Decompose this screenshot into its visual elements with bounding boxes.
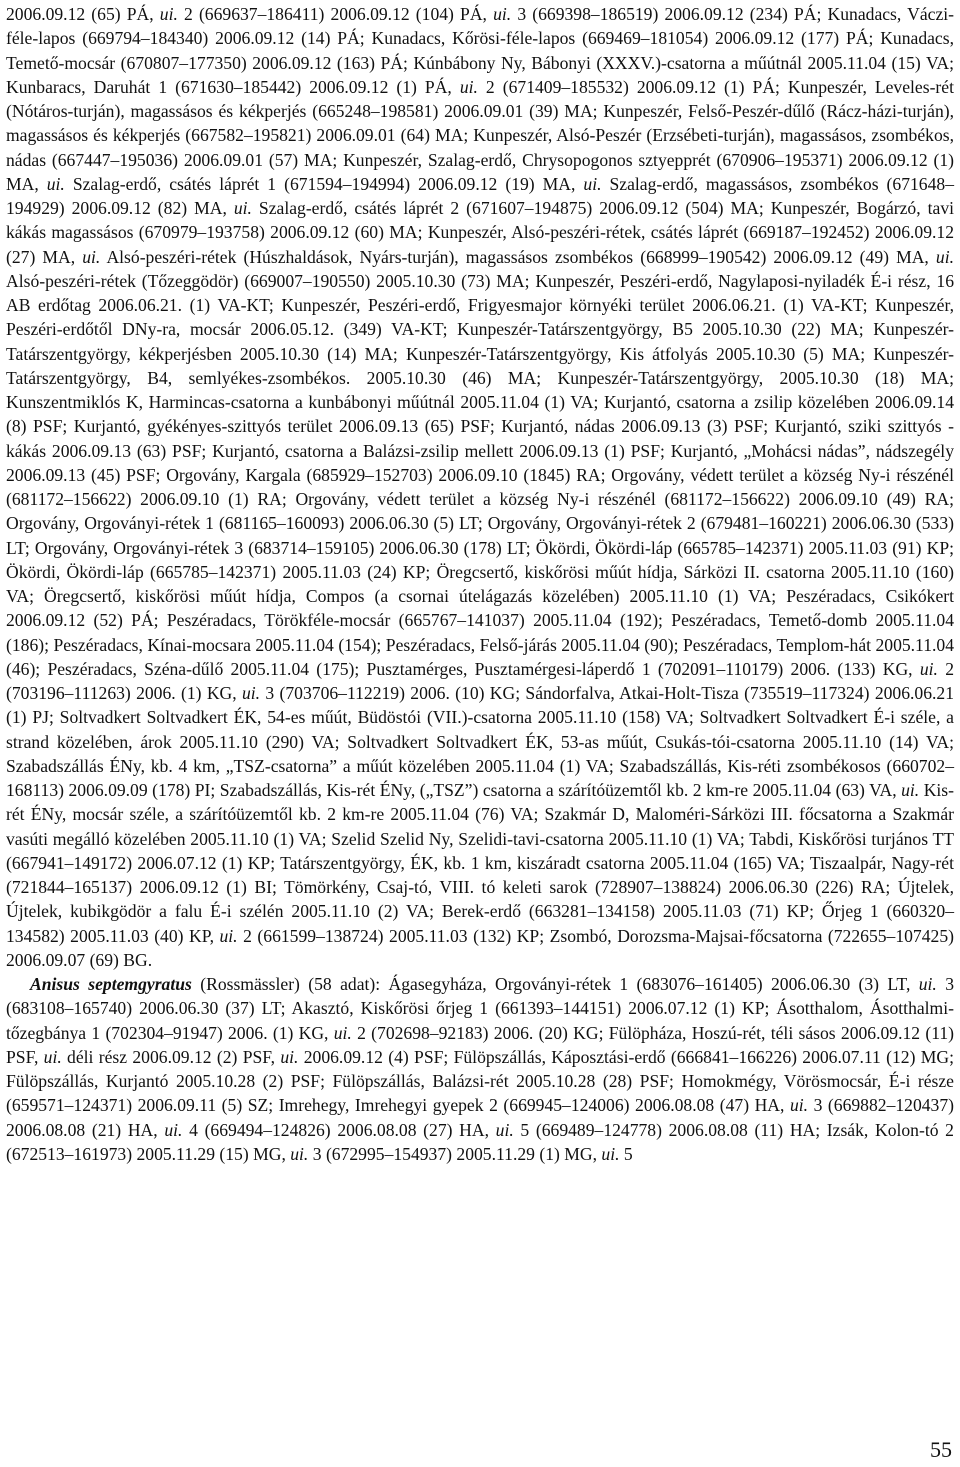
text-run: 2 (661599–138724) 2005.11.03 (132) KP; Zsombó, Dorozsma-Majsai-főcsatorna (722655–107425) 2006.09.07 (69) BG. [6,925,954,970]
italic-abbreviation: ui. [459,76,478,97]
text-run: 3 (669882–120437) 2006.08.08 (21) HA, [6,1095,955,1140]
italic-abbreviation: ui. [82,246,101,267]
italic-abbreviation: ui. [935,246,954,267]
text-run: Szalag-erdő, csátés láprét 1 (671594–194994) 2006.09.12 (19) MA, [64,173,584,194]
italic-abbreviation: ui. [919,658,938,679]
text-run: 5 (669489–124778) 2006.08.08 (11) HA; Izsák, Kolon-tó 2 (672513–161973) 2005.11.29 (15) MG, [6,1119,954,1164]
text-run: 2006.09.12 (4) PSF; Fülöpszállás, Káposztási-erdő (666841–166226) 2006.07.11 (12) MG; Fülöpszállás, Kurjantó 2005.10.28 (2) PSF; Fülöpszállás, Balázsi-rét 2005.10.28 (28) PSF; Homokmégy, Vörösmocsár, É-i része (659571–124371) 2006.09.11 (5) SZ; Imrehegy, Imrehegyi gyepek 2 (669945–124006) 2006.08.08 (47) HA, [6,1046,954,1116]
text-run: 3 (703706–112219) 2006. (10) KG; Sándorfalva, Atkai-Holt-Tisza (735519–117324) 2006.06.21 (1) PJ; Soltvadkert Soltvadkert ÉK, 54-es műút, Büdöstói (VII.)-csatorna 2005.11.10 (158) VA; Soltvadkert Soltvadkert É-i széle, a strand közelében, árok 2005.11.10 (290) VA; Soltvadkert Soltvadkert ÉK, 53-as műút, Csukás-tói-csatorna 2005.11.10 (14) VA; Szabadszállás ÉNy, kb. 4 km, „TSZ-csatorna” a műút közelében 2005.11.04 (1) VA; Szabadszállás, Kis-réti zsombékosos (660702–168113) 2006.09.09 (178) PI; Szabadszállás, Kis-rét ÉNy, („TSZ”) csatorna a szárítóüzemtől kb. 2 km-re 2005.11.04 (63) VA, [6,683,954,800]
italic-abbreviation: ui. [583,173,602,194]
text-run: 4 (669494–124826) 2006.08.08 (27) HA, [182,1119,496,1140]
italic-abbreviation: ui. [159,4,178,24]
italic-abbreviation: ui. [164,1119,183,1140]
text-run: déli rész 2006.09.12 (2) PSF, [61,1046,281,1067]
italic-abbreviation: ui. [918,974,937,994]
italic-abbreviation: ui. [46,173,65,194]
text-run: 3 (683108–165740) 2006.06.30 (37) LT; Akasztó, Kiskőrösi őrjeg 1 (661393–144151) 2006.07.12 (1) KP; Ásotthalom, Ásotthalmi-tőzegbánya 1 (702304–91947) 2006. (1) KG, [6,974,955,1043]
text-paragraph [6,972,954,1166]
italic-abbreviation: ui. [241,683,261,703]
text-run: 2 (669637–186411) 2006.09.12 (104) PÁ, [177,4,494,24]
italic-abbreviation: ui. [333,1022,352,1043]
document-page [6,2,954,1166]
italic-abbreviation: ui. [789,1095,809,1116]
text-run: 3 (672995–154937) 2005.11.29 (1) MG, [308,1143,602,1164]
italic-abbreviation: ui. [43,1046,62,1067]
text-run: Szalag-erdő, csátés láprét 2 (671607–194875) 2006.09.12 (504) MA; Kunpeszér, Bogárzó, tavi kákás magassásos (670979–193758) 2006.09.12 (60) MA; Kunpeszér, Alsó-peszéri-rétek, csátés láprét (669187–192452) 2006.09.12 (27) MA, [6,198,954,267]
text-run: Alsó-peszéri-rétek (Húszhaldások, Nyárs-turján), magassásos zsombékos (668999–190542) 2006.09.12 (49) MA, [100,246,936,267]
italic-abbreviation: ui. [601,1143,620,1164]
text-run: 2 (703196–111263) 2006. (1) KG, [6,658,954,703]
text-run: 3 (669398–186519) 2006.09.12 (234) PÁ; Kunadacs, Váczi-féle-lapos (669794–184340) 2006.09.12 (14) PÁ; Kunadacs, Kőrösi-féle-lapos (669469–181054) 2006.09.12 (177) PÁ; Kunadacs, Temető-mocsár (670807–177350) 2006.09.12 (163) PÁ; Kúnbábony Ny, Bábonyi (XXXV.)-csatorna a műútnál 2005.11.04 (15) VA; Kunbaracs, Daruhát 1 (671630–185442) 2006.09.12 (1) PÁ, [6,4,955,97]
text-run: Szalag-erdő, magassásos, zsombékos (671648–194929) 2006.09.12 (82) MA, [6,173,954,218]
text-run: 2006.09.12 (65) PÁ, [6,4,160,24]
italic-abbreviation: ui. [219,925,238,946]
text-run: 2 (671409–185532) 2006.09.12 (1) PÁ; Kunpeszér, Leveles-rét (Nótáros-turján), magassásos és kékperjés (665248–198581) 2006.09.01 (39) MA; Kunpeszér, Felső-Peszér-dűlő (Rácz-házi-turján), magassásos és kékperjés (667582–195821) 2006.09.01 (64) MA; Kunpeszér, Alsó-Peszér (Erzsébeti-turján), magassásos, zsombékos, nádas (667447–195036) 2006.09.01 (57) MA; Kunpeszér, Szalag-erdő, Chrysopogonos sztyepprét (670906–195371) 2006.09.12 (1) MA, [6,76,954,194]
page-number: 55 [930,1437,952,1462]
text-run: 2 (702698–92183) 2006. (20) KG; Fülöpháza, Hoszú-rét, téli sásos 2006.09.12 (11) PSF, [6,1022,954,1067]
species-name: Anisus septemgyratus [30,974,192,994]
text-run: 5 [619,1143,633,1164]
italic-abbreviation: ui. [233,198,252,218]
text-run: Alsó-peszéri-rétek (Tőzeggödör) (669007–190550) 2005.10.30 (73) MA; Kunpeszér, Peszéri-erdő, Nagylaposi-nyiladék É-i rész, 16 AB erdőtag 2006.06.21. (1) VA-KT; Kunpeszér, Peszéri-erdő, Frigyesmajor környéki terület 2006.06.21. (1) VA-KT; Kunpeszér, Peszéri-erdőtől DNy-ra, mocsár 2006.05.12. (349) VA-KT; Kunpeszér-Tatárszentgyörgy, B5 2005.10.30 (22) MA; Kunpeszér-Tatárszentgyörgy, kékperjésben 2005.10.30 (14) MA; Kunpeszér-Tatárszentgyörgy, Kis átfolyás 2005.10.30 (5) MA; Kunpeszér-Tatárszentgyörgy, B4, semlyékes-zsombékos. 2005.10.30 (46) MA; Kunpeszér-Tatárszentgyörgy, 2005.10.30 (18) MA; Kunszentmiklós K, Harmincas-csatorna a kunbábonyi műútnál 2005.11.04 (1) VA; Kurjantó, csatorna a zsilip közelében 2006.09.14 (8) PSF; Kurjantó, gyékényes-szittyós terület 2006.09.13 (65) PSF; Kurjantó, nádas 2006.09.13 (3) PSF; Kurjantó, sziki szittyós - kákás 2006.09.13 (63) PSF; Kurjantó, csatorna a Balázsi-zsilip mellett 2006.09.13 (1) PSF; Kurjantó, „Mohácsi nádas”, nádszegély 2006.09.13 (45) PSF; Orgovány, Kargala (685929–152703) 2006.09.10 (1845) RA; Orgovány, védett terület a község Ny-i részénél (681172–156622) 2006.09.10 (1) RA; Orgovány, védett terület a község Ny-i részénél (681172–156622) 2006.09.10 (49) RA; Orgovány, Orgoványi-rétek 1 (681165–160093) 2006.06.30 (5) LT; Orgovány, Orgoványi-rétek 2 (679481–160221) 2006.06.30 (533) LT; Orgovány, Orgoványi-rétek 3 (683714–159105) 2006.06.30 (178) LT; Ökördi, Ökördi-láp (665785–142371) 2005.11.03 (91) KP; Ökördi, Ökördi-láp (665785–142371) 2005.11.03 (24) KP; Öregcsertő, kiskőrösi műút hídja, Sárközi II. csatorna 2005.11.10 (160) VA; Öregcsertő, kiskőrösi műút hídja, Compos (a csornai útelágazás közelében) 2005.11.10 (1) VA; Peszéradacs, Csikókert 2006.09.12 (52) PÁ; Peszéradacs, Törökféle-mocsár (665767–141037) 2005.11.04 (192); Peszéradacs, Temető-domb 2005.11.04 (186); Peszéradacs, Kínai-mocsara 2005.11.04 (154); Peszéradacs, Felső-járás 2005.11.04 (90); Peszéradacs, Templom-hát 2005.11.04 (46); Peszéradacs, Széna-dűlő 2005.11.04 (175); Pusztamérges, Pusztamérgesi-láperdő 1 (702091–110179) 2006. (133) KG, [6,270,954,679]
text-paragraph [6,2,954,972]
italic-abbreviation: ui. [901,780,920,800]
italic-abbreviation: ui. [280,1046,299,1067]
italic-abbreviation: ui. [493,4,512,24]
italic-abbreviation: ui. [495,1119,514,1140]
italic-abbreviation: ui. [290,1143,309,1164]
text-run: (Rossmässler) (58 adat): Ágasegyháza, Orgoványi-rétek 1 (683076–161405) 2006.06.30 (3) LT, [191,974,919,994]
text-run: Kis-rét ÉNy, mocsár széle, a szárítóüzemtől kb. 2 km-re 2005.11.04 (76) VA; Szakmár D, Maloméri-Sárközi III. főcsatorna a Szakmár vasúti megálló közelében 2005.11.10 (1) VA; Szelid Szelid Ny, Szelidi-tavi-csatorna 2005.11.10 (1) VA; Tabdi, Kiskőrösi turjános TT (667941–149172) 2006.07.12 (1) KP; Tatárszentgyörgy, ÉK, kb. 1 km, kiszáradt csatorna 2005.11.04 (165) VA; Tiszaalpár, Nagy-rét (721844–165137) 2006.09.12 (1) BI; Tömörkény, Csaj-tó, VIII. tó keleti sarok (728907–138824) 2006.06.30 (226) RA; Újtelek, Újtelek, kubikgödör a falu É-i szélén 2005.11.10 (2) VA; Berek-erdő (663281–134158) 2005.11.03 (71) KP; Őrjeg 1 (660320–134582) 2005.11.03 (40) KP, [6,780,954,946]
